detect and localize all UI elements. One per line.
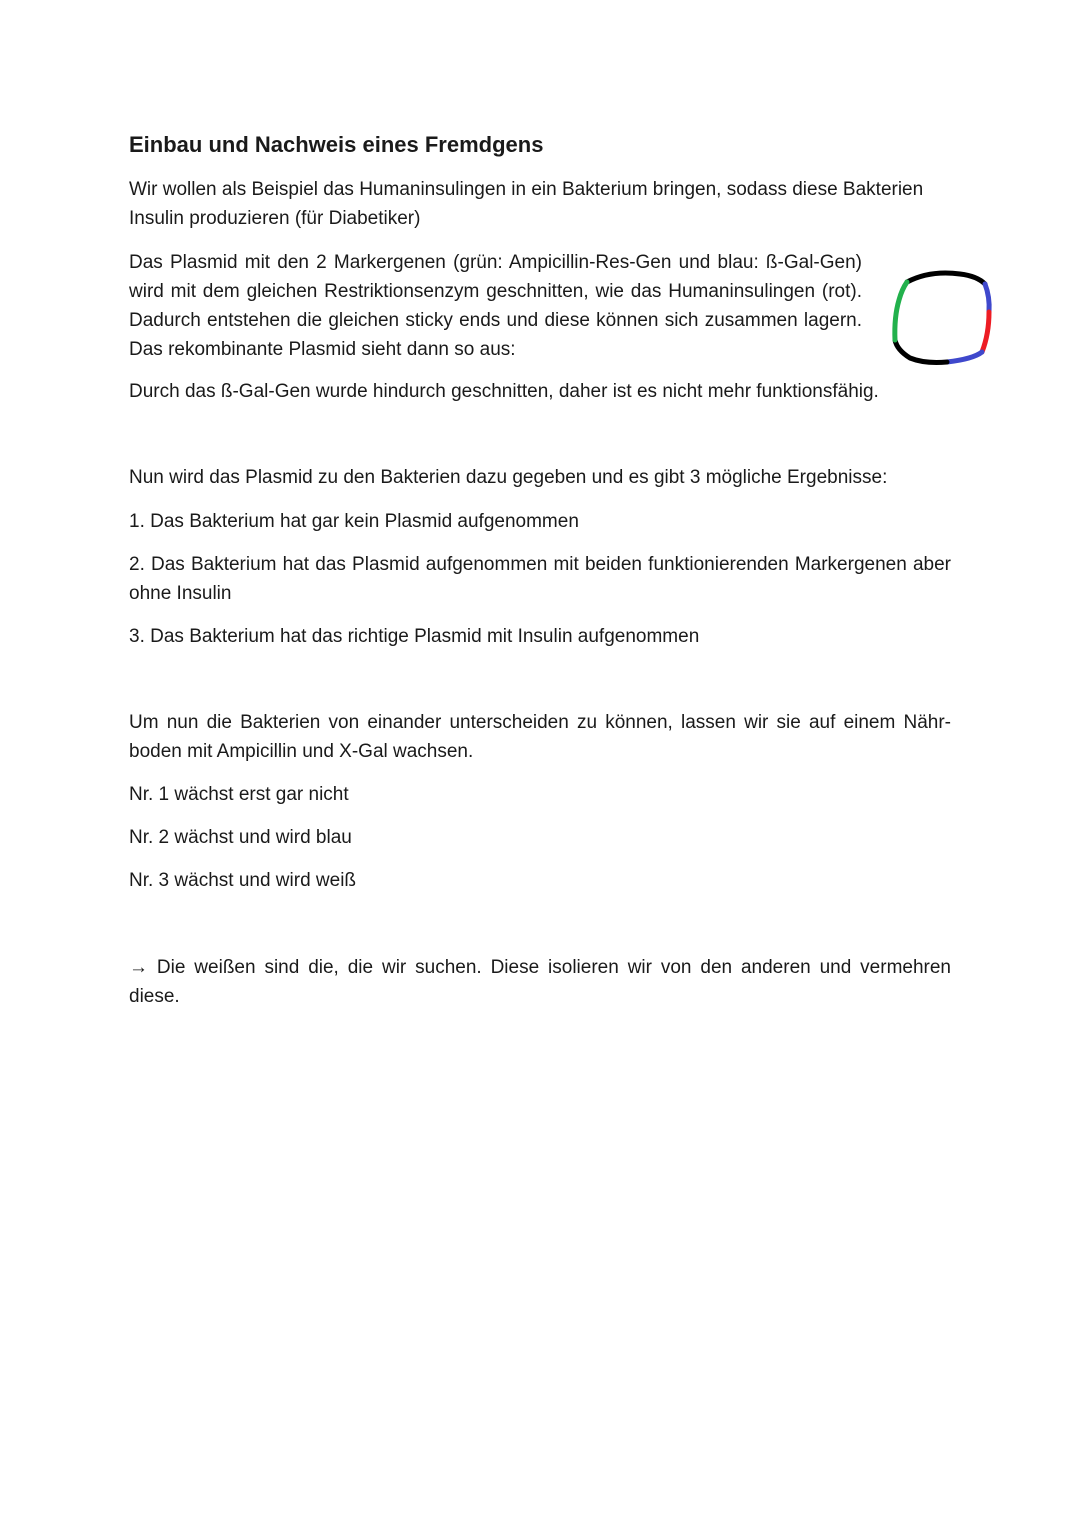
result-item-1: 1. Das Bakterium hat gar kein Plasmid aufgenommen — [129, 511, 579, 532]
intro-paragraph: Wir wollen als Beispiel das Humaninsulingen in ein Bakterium bringen, sodass diese Bakterien Insulin produzieren (für Diabetiker) — [129, 179, 924, 229]
recombinant-plasmid-diagram — [885, 262, 1000, 377]
insulin-gene-segment — [982, 312, 989, 352]
gal-gene-note: Durch das ß-Gal-Gen wurde hindurch geschnitten, daher ist es nicht mehr funktionsfähig. — [129, 381, 879, 402]
document-title: Einbau und Nachweis eines Fremdgens — [129, 132, 544, 157]
conclusion-text: Die weißen sind die, die wir suchen. Diese isolieren wir von den anderen und vermehren diese. — [129, 957, 952, 1007]
medium-paragraph: Um nun die Bakterien von einander unterscheiden zu können, lassen wir sie auf einem Nähr-boden mit Ampicillin und X-Gal wachsen. — [129, 712, 951, 762]
result-item-3: 3. Das Bakterium hat das richtige Plasmid mit Insulin aufgenommen — [129, 626, 700, 647]
gal-gene-segment-upper — [985, 284, 989, 312]
ampicillin-resistance-gene-segment — [895, 282, 907, 340]
arrow-right-icon: → — [129, 957, 148, 978]
outcome-item-1: Nr. 1 wächst erst gar nicht — [129, 784, 349, 805]
results-intro: Nun wird das Plasmid zu den Bakterien dazu gegeben und es gibt 3 mögliche Ergebnisse: — [129, 467, 888, 488]
conclusion-paragraph — [129, 953, 951, 1011]
plasmid-backbone-segment-top — [907, 273, 985, 284]
plasmid-backbone-segment-bottom — [895, 340, 947, 363]
outcome-item-3: Nr. 3 wächst und wird weiß — [129, 870, 357, 891]
result-item-2: 2. Das Bakterium hat das Plasmid aufgenommen mit beiden funktionierenden Markergenen aber ohne Insulin — [129, 554, 951, 604]
plasmid-paragraph: Das Plasmid mit den 2 Markergenen (grün: Ampicillin-Res-Gen und blau: ß-Gal-Gen) wird mit dem gleichen Restriktionsenzym geschnitten, wie das Humaninsulingen (rot). Dadurch entstehen die gleichen sticky ends und diese können sich zusammen lagern. Das rekombinante Plasmid sieht dann so aus: — [129, 252, 862, 360]
gal-gene-segment-lower — [947, 352, 982, 362]
outcome-item-2: Nr. 2 wächst und wird blau — [129, 827, 352, 848]
